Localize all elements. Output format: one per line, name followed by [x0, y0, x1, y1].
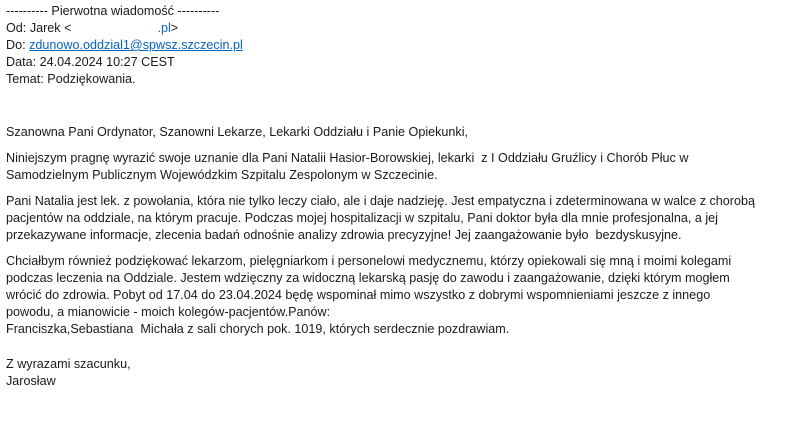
date-row [6, 54, 806, 71]
email-message [6, 3, 806, 390]
paragraph-line: pacjentów na oddziale, na którym pracuje. Podczas mojej hospitalizacji w szpitalu, Pani doktor była dla mnie profesjonalna, a jej [6, 211, 718, 225]
from-name: Jarek < [29, 21, 72, 35]
paragraph-3 [6, 253, 806, 338]
from-close: > [170, 21, 179, 35]
to-row [6, 37, 806, 54]
to-email-link[interactable]: zdunowo.oddzial1@spwsz.szczecin.pl [29, 38, 243, 52]
subject-label: Temat: [6, 72, 44, 86]
paragraph-line: podczas leczenia na Oddziale. Jestem wdzięczny za widoczną lekarską pasję do zawodu i zaangażowanie, dzięki którym mogłem [6, 271, 730, 285]
paragraph-line: Franciszka,Sebastiana Michała z sali chorych pok. 1019, których serdecznie pozdrawiam. [6, 322, 510, 336]
paragraph-line: Pani Natalia jest lek. z powołania, która nie tylko leczy ciało, ale i daje nadzieję. Jest empatyczna i zdeterminowana w walce z chorobą [6, 194, 756, 208]
from-row [6, 20, 806, 37]
paragraph-line: Niniejszym pragnę wyrazić swoje uznanie dla Pani Natalii Hasior-Borowskiej, lekarki z I Oddziału Gruźlicy i Chorób Płuc w [6, 151, 689, 165]
subject-value: Podziękowania. [47, 72, 136, 86]
paragraph-2 [6, 193, 806, 244]
subject-row [6, 71, 806, 88]
closing: Z wyrazami szacunku, [6, 357, 131, 371]
to-label: Do: [6, 38, 26, 52]
signature: Jarosław [6, 374, 56, 388]
date-value: 24.04.2024 10:27 CEST [39, 55, 175, 69]
forward-separator: ---------- Pierwotna wiadomość ---------- [6, 4, 220, 18]
paragraph-line: Chciałbym również podziękować lekarzom, pielęgniarkom i personelowi medycznemu, którzy opiekowali się mną i moimi kolegami [6, 254, 732, 268]
paragraph-line: Samodzielnym Publicznym Wojewódzkim Szpitalu Zespolonym w Szczecinie. [6, 168, 438, 182]
paragraph-line: powodu, a mianowicie - moich kolegów-pacjentów.Panów: [6, 305, 331, 319]
date-label: Data: [6, 55, 37, 69]
paragraph-line: przekazywane informacje, zlecenia badań odnośnie analizy zdrowia precyzyjne! Jej zaangażowanie było bezdyskusyjne. [6, 228, 682, 242]
from-email-domain-link[interactable]: .pl [157, 21, 171, 35]
greeting: Szanowna Pani Ordynator, Szanowni Lekarze, Lekarki Oddziału i Panie Opiekunki, [6, 125, 469, 139]
from-label: Od: [6, 21, 27, 35]
paragraph-line: wrócić do zdrowia. Pobyt od 17.04 do 23.04.2024 będę wspominał mimo wszystko z dobrymi wspomnieniami jeszcze z innego [6, 288, 711, 302]
paragraph-1 [6, 150, 806, 184]
